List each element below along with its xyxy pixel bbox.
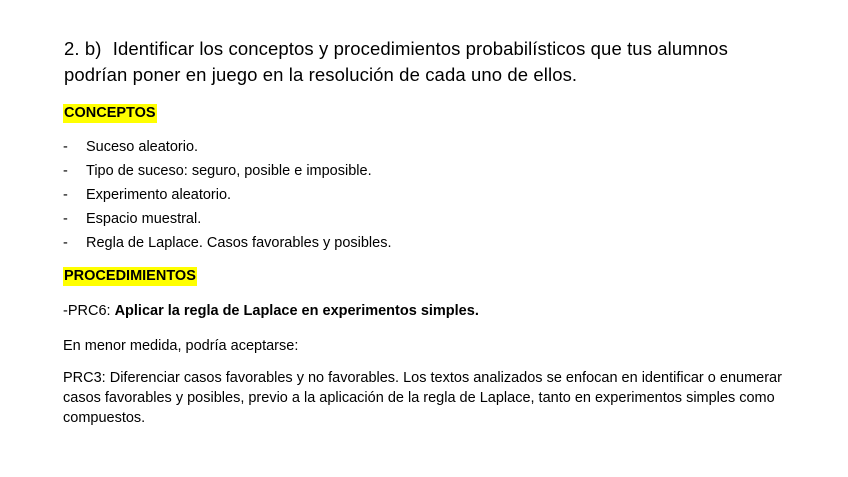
bullet-dash: - [63,187,68,203]
conceptos-heading: CONCEPTOS [64,105,156,121]
bullet-dash: - [63,211,68,227]
procedimientos-heading: PROCEDIMIENTOS [64,268,196,284]
menor-medida-text: En menor medida, podría aceptarse: [63,338,299,354]
bullet-dash: - [63,139,68,155]
slide-title [64,36,784,88]
title-text: Identificar los conceptos y procedimientos probabilísticos que tus alumnos podrían poner en juego en la resolución de cada uno de ellos. [64,38,728,85]
title-number: 2. b) [64,38,102,59]
prc6-text: Aplicar la regla de Laplace en experimentos simples. [114,303,479,319]
list-item-text: Espacio muestral. [86,211,202,227]
prc3-paragraph: PRC3: Diferenciar casos favorables y no favorables. Los textos analizados se enfocan en identificar o enumerar casos favorables y posibles, previo a la aplicación de la regla de Laplace, tanto en experimentos simples como compuestos. [63,370,782,426]
bullet-dash: - [63,163,68,179]
bullet-dash: - [63,235,68,251]
prc6-line [63,301,479,321]
list-item-text: Suceso aleatorio. [86,139,199,155]
list-item-text: Tipo de suceso: seguro, posible e imposible. [86,163,372,179]
list-item-text: Experimento aleatorio. [86,187,232,203]
list-item-text: Regla de Laplace. Casos favorables y posibles. [86,235,392,251]
prc6-prefix: -PRC6: [63,303,115,319]
